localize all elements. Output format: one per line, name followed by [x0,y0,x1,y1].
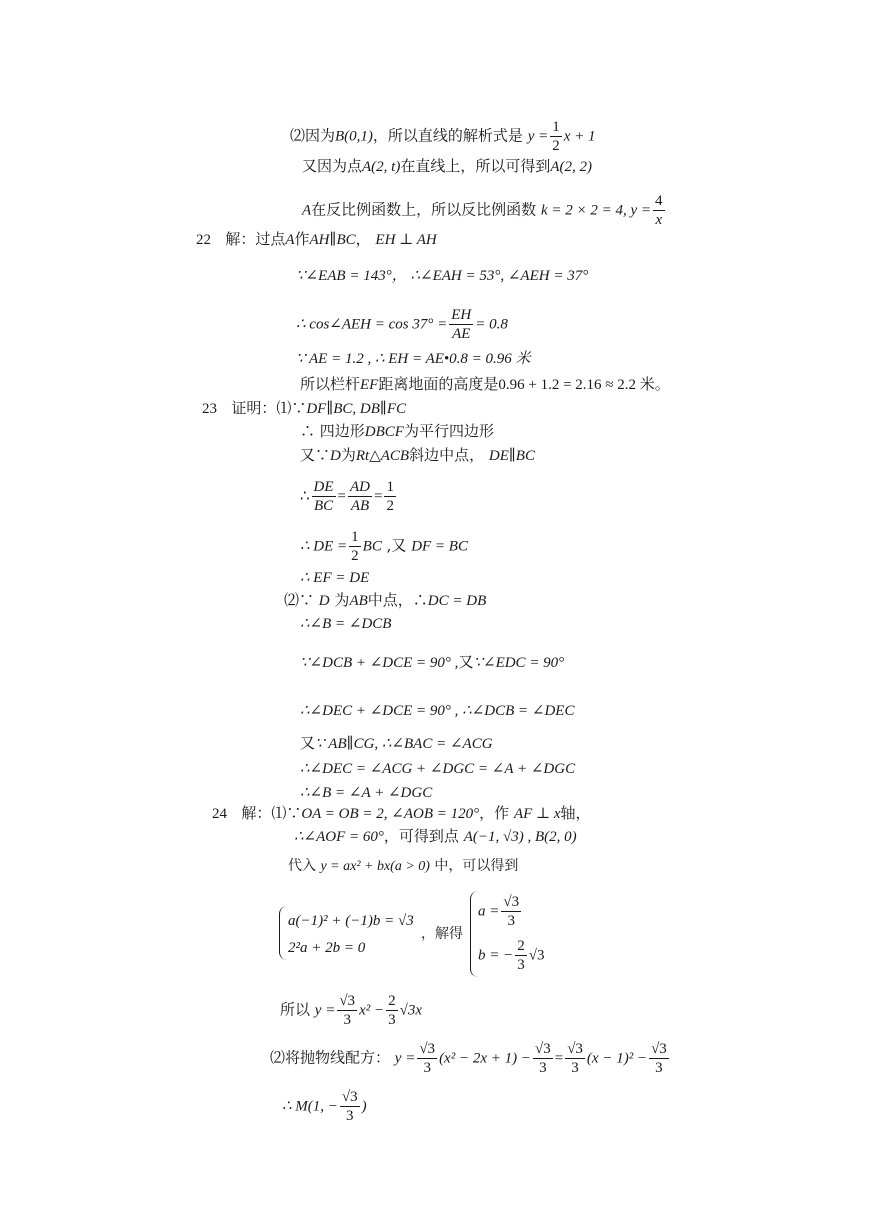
text: ∴ [300,486,310,505]
q23-line-right-angles [300,652,564,673]
text: 所以栏杆 [300,375,361,393]
numerator: 2 [517,938,525,954]
text: 斜边中点， [409,446,485,464]
operator: = [337,488,347,505]
numerator: √3 [534,1041,551,1057]
q23-header [202,398,406,419]
numerator: 4 [655,193,663,209]
math-expr: DF = BC [411,538,468,555]
math-expr: ∴∠DEC = ∠ACG + ∠DGC = ∠A + ∠DGC [300,761,576,777]
math-expr: ∴ M(1, − [282,1098,338,1115]
q21-line-parabola [290,118,596,155]
q23-line-acg [300,758,575,779]
q22-line-cos [296,306,508,343]
fraction [550,118,562,155]
math-expr: ∴∠B = ∠A + ∠DGC [300,785,433,801]
text: 为 [334,591,350,609]
math-expr: ) [361,1098,367,1115]
math-expr: y = ax² + bx(a > 0) [320,859,430,874]
math-expr: k = 2 × 2 = 4, y = [540,202,652,219]
q23-line-b-dcb [300,613,391,634]
fraction [312,478,336,515]
math-expr: y = [394,1050,416,1067]
numerator: 2 [388,993,396,1009]
fraction [649,1040,669,1077]
text: ，作 [479,804,510,822]
numerator: DE [313,479,334,495]
math-expr: (x − 1)² − [586,1050,648,1067]
operator: = [374,488,383,505]
denominator: 2 [351,548,359,564]
solution-b [478,937,544,974]
math-expr: ∵∠DCB + ∠DCE = 90° , [300,655,459,671]
math-expr: A [302,202,312,219]
math-expr: x + 1 [563,128,596,145]
numerator: EH [451,307,472,323]
system-equation-1 [288,910,414,931]
text: 轴， [560,804,591,822]
math-expr: EF [360,377,379,393]
denominator: 3 [517,957,525,973]
question-number: 24 [212,806,227,822]
text: 解：过点 [225,230,286,248]
fraction [348,478,372,515]
text: 在直线上，所以可得到 [400,157,551,175]
text: 距离地面的高度是 [378,375,499,393]
math-expr: Rt△ACB [355,448,410,464]
math-expr: y = [527,128,549,145]
question-number: 22 [196,232,211,248]
q23-line-dec [300,700,574,721]
denominator: 3 [539,1060,547,1076]
fraction [449,306,473,343]
numerator: √3 [651,1041,667,1057]
denominator: x [655,212,663,228]
math-expr: DE∥BC [488,448,535,464]
denominator: 3 [423,1060,431,1076]
text: 所以 [280,1000,311,1019]
denominator: 2 [386,498,394,514]
q24-line-vertex [282,1088,367,1125]
math-expr: ∴∠B = ∠DCB [300,616,392,632]
denominator: AB [350,498,370,514]
fraction [565,1040,585,1077]
fraction [501,893,521,930]
text: ，解得 [421,926,463,942]
text: 为 [340,446,356,464]
denominator: 3 [655,1060,663,1076]
fraction [417,1040,437,1077]
denominator: 2 [552,138,560,154]
math-expr: DF∥BC, DB∥FC [306,401,407,417]
denominator: 3 [346,1108,354,1124]
q23-line-parallelogram [300,421,494,442]
math-expr: A(2, t) [362,159,401,175]
math-expr: y = [314,1002,336,1019]
math-expr: x² − [359,1002,385,1019]
fraction [653,192,665,229]
math-expr: ∵∠EAB = 143°， ∴∠EAH = 53°, ∠AEH = 37° [296,268,589,284]
left-brace [279,906,288,960]
math-expr: (x² − 2x + 1) − [439,1050,531,1067]
solution-a [478,893,523,930]
part-label: ⑵因为 [290,126,336,145]
numerator: AD [350,479,371,495]
math-expr: 2²a + 2b = 0 [288,940,366,956]
q23-line-ef [300,567,369,588]
text: 在反比例函数上，所以反比例函数 [311,200,537,219]
numerator: √3 [339,993,356,1009]
q24-line-substitute [288,856,518,877]
math-expr: EH ⊥ AH [375,232,437,248]
math-expr: ∴ cos∠AEH = cos 37° = [296,316,448,333]
q24-line-parabola [280,992,422,1029]
numerator: √3 [567,1041,583,1057]
q21-line-inverse [302,192,667,229]
fraction [349,528,361,565]
q23-line-de [300,528,468,565]
q23-line-midpoint [300,445,535,466]
fraction [515,937,527,974]
math-expr: A(2, 2) [550,159,593,175]
math-expr: AB [349,593,368,609]
denominator: AE [452,326,471,342]
math-expr: AF ⊥ x [513,806,561,822]
text: 代入 [288,858,316,874]
denominator: BC [313,498,334,514]
q23-line-conclusion [300,782,432,803]
q24-header [212,803,591,824]
part-label: ⑵将抛物线配方： [270,1048,391,1067]
math-expr: B(0,1) [335,128,373,145]
q24-line-points [294,826,577,847]
q22-line-eh [296,348,531,369]
q23-line-ratio [300,478,398,515]
math-expr: A [285,232,295,248]
part-label: ⑵∵ [284,591,315,609]
denominator: 3 [571,1060,579,1076]
question-number: 23 [202,401,217,417]
fraction [340,1088,360,1125]
operator: = [554,1050,564,1067]
text: 又因为点 [302,157,363,175]
text: 又 [458,653,474,671]
q22-line-result [300,374,670,395]
numerator: 1 [552,119,560,135]
denominator: 3 [507,913,515,929]
text: ，所以直线的解析式是 [372,126,523,145]
denominator: 3 [388,1012,396,1028]
q22-header [196,229,437,250]
math-expr: ∴ DE = [300,538,348,555]
text: ∴ 四边形 [300,422,365,440]
text: 又 [300,734,316,752]
math-expr: BC [362,538,382,555]
q21-line-point [302,156,592,177]
math-expr: AH∥BC [309,232,356,248]
numerator: 1 [386,479,394,495]
math-expr: A(−1, √3) , B(2, 0) [463,829,577,845]
denominator: 3 [343,1012,351,1028]
math-expr: b = − [478,947,514,964]
math-expr: √3x [399,1002,422,1019]
math-expr: D [330,448,341,464]
fraction [337,992,357,1029]
math-expr: ∵ AE = 1.2 , ∴ EH = AE•0.8 = 0.96 米 [296,351,531,367]
numerator: √3 [341,1089,358,1105]
math-expr: DBCF [364,424,404,440]
text: 解：⑴∵ [241,804,302,822]
math-expr: ∴ EF = DE [300,570,370,586]
math-expr: √3 [528,947,545,964]
math-expr: a = [478,903,500,920]
math-expr: 0.96 + 1.2 = 2.16 ≈ 2.2 米。 [498,377,670,393]
math-expr: ∴∠AOF = 60° [294,829,384,845]
fraction [384,478,396,515]
solve-label [421,924,463,944]
math-expr: D [318,593,330,609]
numerator: 1 [351,529,359,545]
text: 中点，∴ [367,591,428,609]
math-expr: a(−1)² + (−1)b = √3 [288,913,414,929]
text: 又∵ [300,446,331,464]
fraction [533,1040,553,1077]
numerator: √3 [419,1041,436,1057]
math-expr: ∵ AB∥CG, ∴∠BAC = ∠ACG [315,736,493,752]
math-expr: DC = DB [427,593,487,609]
fraction [386,992,398,1029]
q23-line-ab-cg [300,733,493,754]
text: ， [355,230,371,248]
text: 证明：⑴∵ [231,399,307,417]
system-equation-2 [288,937,365,958]
text: 中，可以得到 [434,858,519,874]
math-expr: ∴∠DEC + ∠DCE = 90° , ∴∠DCB = ∠DEC [300,703,575,719]
math-expr: = 0.8 [475,316,508,333]
q22-line-angles [296,265,588,286]
q23-part2-header [284,590,486,611]
math-expr: OA = OB = 2, ∠AOB = 120° [301,806,480,822]
math-expr: ∵∠EDC = 90° [473,655,565,671]
text: ,又 [386,536,407,555]
numerator: √3 [503,894,520,910]
text: 作 [294,230,310,248]
text: ，可得到点 [383,827,459,845]
q24-line-complete-square [270,1040,671,1077]
text: 为平行四边形 [403,422,494,440]
